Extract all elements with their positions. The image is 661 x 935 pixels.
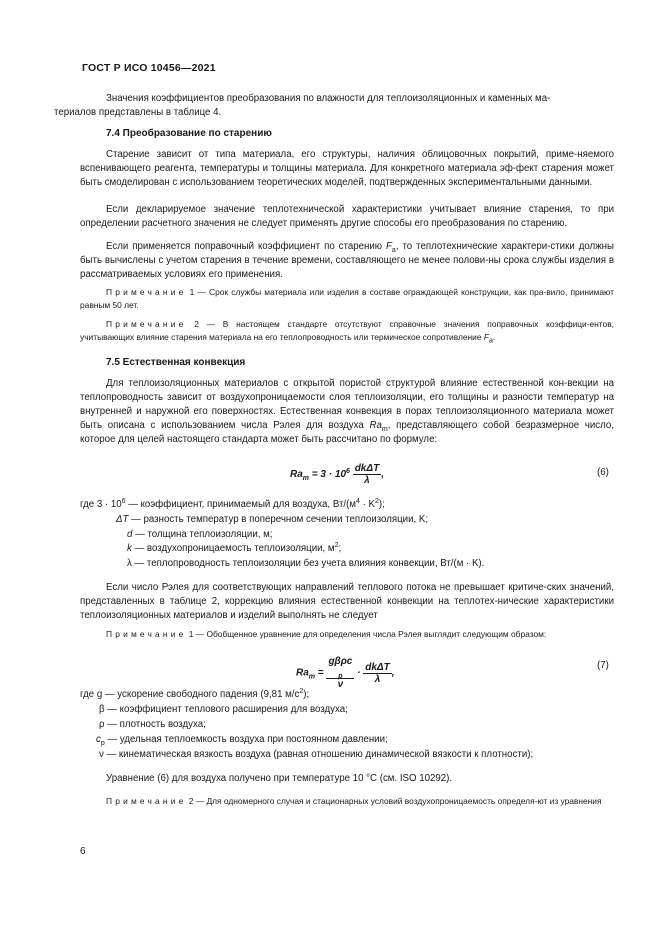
eq7-definition-4 [96, 733, 388, 748]
eq7-numerator-1 [326, 656, 354, 679]
def-symbol: β [99, 704, 105, 715]
def-symbol: k [127, 543, 132, 554]
eq6-definition-1 [80, 498, 385, 513]
def-symbol: λ [127, 558, 132, 569]
def-text: — теплопроводность теплоизоляции без учета влияния конвекции, Вт/(м · K). [131, 558, 485, 569]
eq7-lhs: Ra [296, 667, 309, 679]
note-text: 1 — Срок службы материала или изделия в составе ограждающей конструкции, как пра-вило, принимают равным 50 лет. [80, 287, 614, 310]
def-end: ; [338, 543, 342, 554]
note-text: 2 — Для одномерного случая и стационарных условий воздухопроницаемость определя-ют из уравнения [186, 796, 602, 806]
def-symbol-sub: p [100, 739, 105, 747]
s74-note-2 [80, 318, 614, 343]
def-symbol: ρ [99, 719, 105, 730]
note-label: Примечание [106, 796, 187, 806]
eq6-definition-4 [127, 542, 341, 557]
eq6-definition-5 [127, 557, 484, 572]
note-label: Примечание [106, 629, 187, 639]
eq7-definition-5 [99, 748, 533, 763]
s75-paragraph-1 [80, 377, 614, 447]
def-text: — удельная теплоемкость воздуха при постоянном давлении; [104, 734, 388, 745]
def-tail-sup: 2 [374, 497, 379, 505]
eq6-coefficient: = 3 · 10 [309, 469, 346, 481]
eq7-denominator-2: λ [374, 673, 381, 685]
ram-symbol: Ra [369, 419, 382, 431]
s74-p3-text-a: Если применяется поправочный коэффициент по старению [106, 241, 386, 252]
eq7-numerator-2: dkΔT [365, 661, 390, 673]
def-text: — разность температур в поперечном сечении теплоизоляции, K; [128, 514, 429, 525]
eq7-lhs-sub: m [308, 673, 316, 681]
document-header: ГОСТ Р ИСО 10456—2021 [82, 62, 216, 74]
def-symbol: ΔT [116, 514, 129, 525]
note-end: . [492, 331, 496, 342]
equation-6-number: (6) [597, 467, 609, 478]
s75-paragraph-2: Если число Рэлея для соответствующих направлений теплового потока не превышает критиче-ских значений, представленных в таблице 2, коррекцию влияния естественной конвекции на теплотех-нические характеристики теплоизоляционных материалов и изделий выполнять не следует [80, 582, 614, 621]
def-text-sup: 2 [334, 541, 339, 549]
def-symbol: где g [80, 689, 103, 700]
equation-7-number: (7) [597, 660, 609, 671]
fa-symbol: F [385, 241, 392, 252]
eq7-tail: , [391, 667, 395, 679]
eq6-denominator: λ [364, 475, 370, 486]
section-7-4-heading: 7.4 Преобразование по старению [106, 128, 272, 139]
eq6-definition-2 [116, 513, 428, 528]
def-end: ); [378, 499, 385, 510]
eq6-fraction [353, 463, 382, 486]
note-text: 2 — В настоящем стандарте отсутствуют справочные значения поправочных коэффици-ентов, учитывающих влияние старения материала на его теплопроводность или термическое сопротивление [80, 319, 614, 342]
intro-paragraph [54, 92, 614, 120]
eq7-num1-sub: p [338, 673, 343, 680]
s74-note-1 [80, 286, 614, 311]
ram-subscript: m [381, 425, 388, 433]
def-symbol: где 3 · 10 [80, 499, 122, 510]
eq6-tail: , [381, 469, 384, 481]
s74-paragraph-3 [80, 240, 614, 282]
def-symbol-sup: 6 [121, 497, 126, 505]
s74-paragraph-2: Если декларируемое значение теплотехнической характеристики учитывает влияние старения, то при определении расчетного значения не следует применять другие способы его преобразования по старению. [80, 204, 614, 229]
eq7-definition-3 [99, 718, 206, 733]
note-text: 1 — Обобщенное уравнение для определения числа Рэлея выглядит следующим образом: [186, 629, 547, 639]
note-label: Примечание [106, 287, 187, 297]
equation-6 [290, 463, 384, 486]
eq7-denominator-1: ν [337, 679, 344, 690]
note-label: Примечание [106, 319, 187, 329]
equation-7 [296, 656, 395, 690]
s75-p1-text-a: Для теплоизоляционных материалов с открытой пористой структурой влияние естественной кон-векции на теплопроводность зависит от воздухопроницаемости слоя теплоизоляции, его толщины и разности температур на внутренней и наружной его поверхностях. Естественная конвекция в порах теплоизоляционного материала может быть описана с использованием числа Рэлея для воздуха [80, 378, 614, 431]
def-text: — ускорение свободного падения (9,81 м/с [102, 689, 300, 700]
eq7-num1-text: gβρc [328, 656, 353, 667]
def-text-sup: 2 [299, 687, 304, 695]
s75-p1-text-b: , представляющего собой безразмерное число, которое для целей настоящего стандарта может быть рассчитано по формуле: [80, 419, 614, 445]
s74-p3-text-b: , то теплотехнические характери-стики должны быть вычислены с учетом старения в течение времени, составляющего не менее полови-ны срока службы изделия в рассматриваемых условиях его применения. [80, 241, 614, 280]
eq6-coefficient-sup: 6 [346, 467, 350, 475]
intro-line-1: Значения коэффициентов преобразования по влажности для теплоизоляционных и каменных ма- [106, 93, 551, 104]
eq7-definition-1 [80, 688, 309, 703]
eq6-lhs-sub: m [302, 475, 310, 483]
s75-paragraph-3: Уравнение (6) для воздуха получено при температуре 10 °C (см. ISO 10292). [106, 773, 453, 784]
eq7-dot: · [354, 667, 364, 679]
def-text: — толщина теплоизоляции, м; [132, 529, 273, 540]
section-7-5-heading: 7.5 Естественная конвекция [106, 357, 246, 368]
def-text: — коэффициент, принимаемый для воздуха, Вт/(м [125, 499, 356, 510]
page-number: 6 [80, 846, 86, 857]
s74-paragraph-1: Старение зависит от типа материала, его структуры, наличия облицовочных покрытий, приме-няемого вспенивающего реагента, температуры и толщины материала. Для конкретного материала эф-фект старения может быть смоделирован с использованием теоретических моделей, подтвержденных экспериментальными данными. [80, 149, 614, 188]
def-symbol: d [127, 529, 133, 540]
eq7-definition-2 [99, 703, 348, 718]
intro-line-2: териалов представлены в таблице 4. [54, 106, 222, 118]
s75-note-2 [80, 795, 614, 808]
def-text: — коэффициент теплового расширения для воздуха; [104, 704, 348, 715]
fa-subscript: a [488, 337, 493, 345]
def-tail: · K [359, 499, 375, 510]
def-text: — кинематическая вязкость воздуха (равная отношению динамической вязкости к плотности); [103, 749, 534, 760]
def-symbol: c [96, 734, 101, 745]
def-text: — воздухопроницаемость теплоизоляции, м [131, 543, 335, 554]
eq6-numerator: dkΔT [354, 463, 380, 474]
eq7-equals: = [315, 667, 327, 679]
fa-subscript: a [391, 246, 396, 254]
def-symbol: ν [99, 749, 104, 760]
def-text: — плотность воздуха; [104, 719, 206, 730]
eq6-lhs: Ra [290, 469, 303, 481]
s75-note-1 [80, 628, 614, 641]
def-text-sup: 4 [355, 497, 360, 505]
eq6-definition-3 [127, 528, 272, 543]
fa-symbol: F [483, 331, 489, 342]
eq7-fraction-2 [363, 662, 392, 685]
def-end: ); [303, 689, 310, 700]
eq7-fraction-1 [326, 656, 354, 690]
